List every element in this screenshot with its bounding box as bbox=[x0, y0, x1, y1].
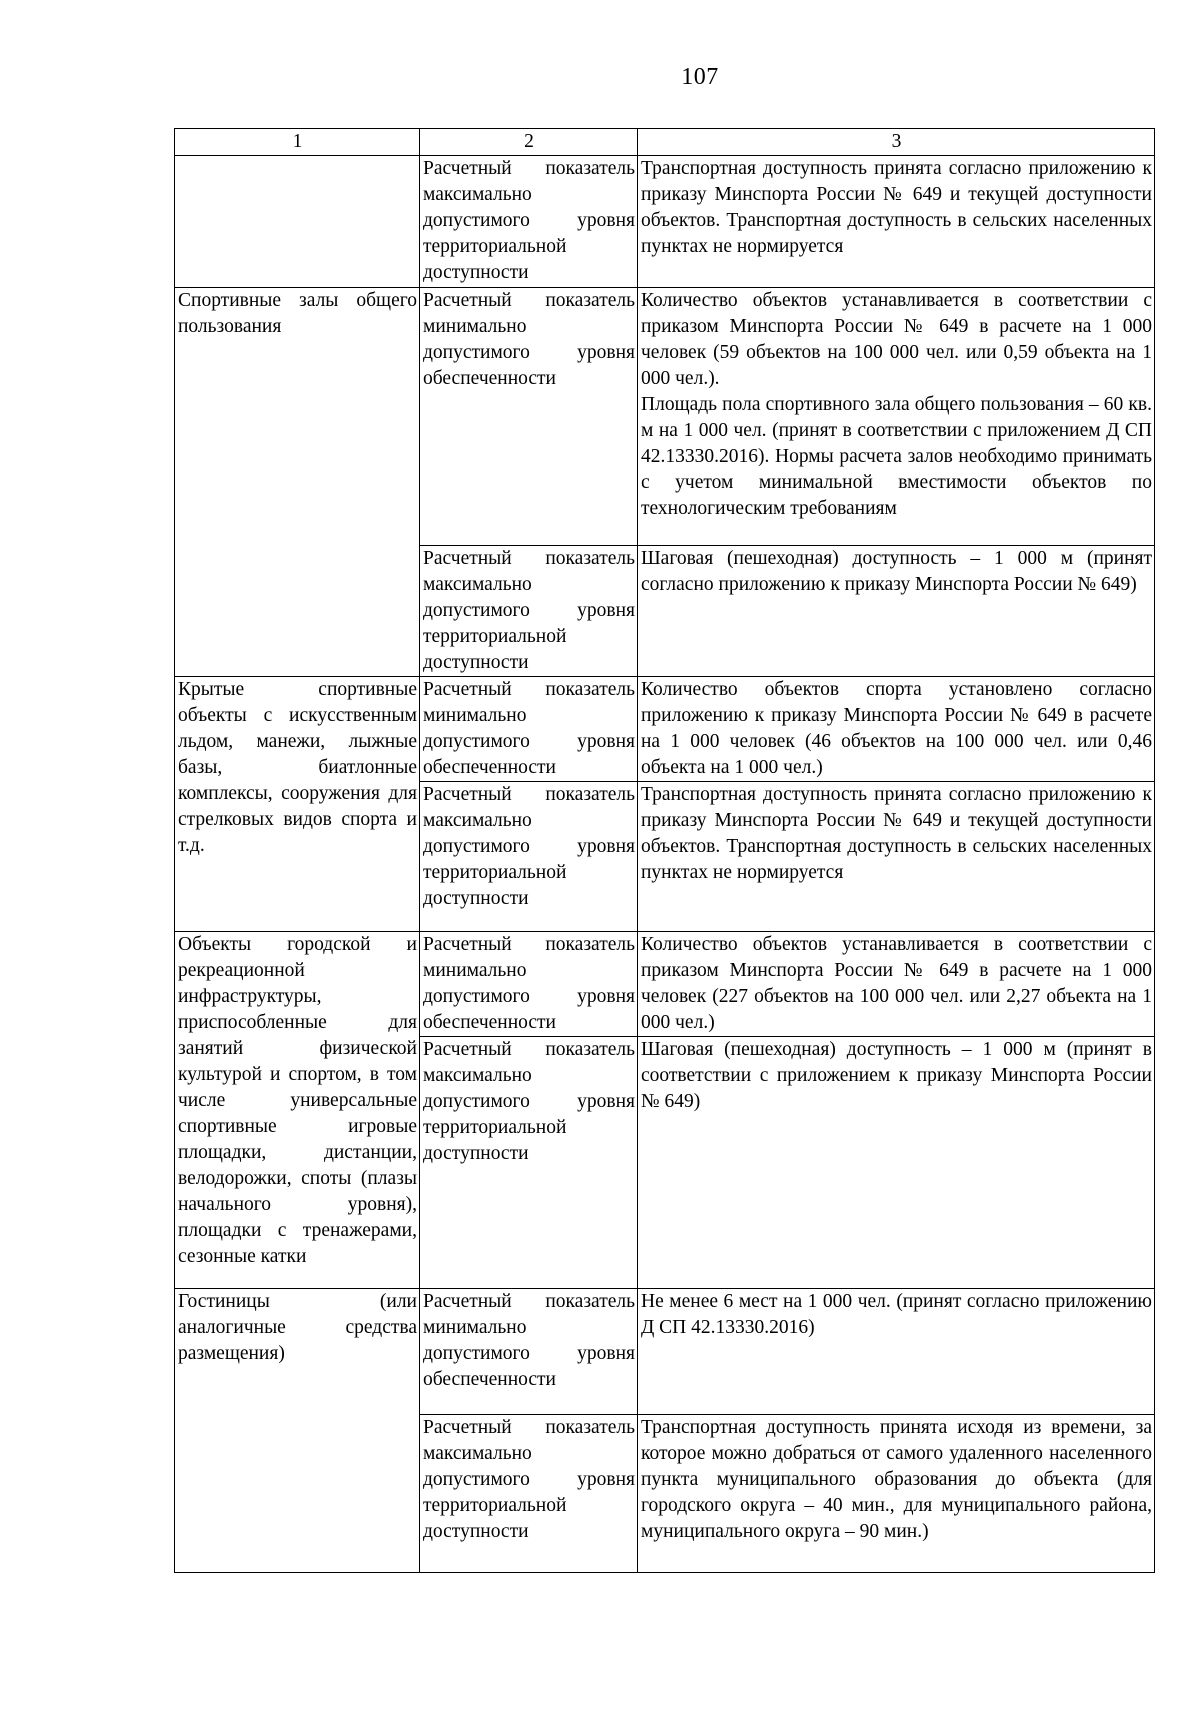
column-number-2: 2 bbox=[420, 129, 638, 156]
table-row bbox=[175, 156, 1155, 288]
value-cell: Не менее 6 мест на 1 000 чел. (принят согласно приложению Д СП 42.13330.2016) bbox=[638, 1289, 1155, 1415]
column-numbers-row bbox=[175, 129, 1155, 156]
facility-cell: Спортивные залы общего пользования bbox=[175, 288, 420, 677]
value-cell bbox=[638, 288, 1155, 546]
page-number: 107 bbox=[681, 64, 719, 90]
indicator-cell: Расчетный показатель максимально допустимого уровня территориальной доступности bbox=[420, 782, 638, 932]
table-row bbox=[175, 288, 1155, 546]
facility-cell: Объекты городской и рекреационной инфраструктуры, приспособленные для занятий физической культурой и спортом, в том числе универсальные спортивные игровые площадки, дистанции, велодорожки, споты (плазы начального уровня), площадки с тренажерами, сезонные катки bbox=[175, 932, 420, 1289]
indicator-cell: Расчетный показатель максимально допустимого уровня территориальной доступности bbox=[420, 156, 638, 288]
value-paragraph: Площадь пола спортивного зала общего пользования – 60 кв. м на 1 000 чел. (принят в соответствии с приложением Д СП 42.13330.2016). Нормы расчета залов необходимо принимать с учетом минимальной вместимости объектов по технологическим требованиям bbox=[641, 394, 1152, 519]
standards-table bbox=[174, 128, 1155, 1573]
table-row bbox=[175, 932, 1155, 1037]
value-cell: Транспортная доступность принята согласно приложению к приказу Минспорта России № 649 и текущей доступности объектов. Транспортная доступность в сельских населенных пунктах не нормируется bbox=[638, 782, 1155, 932]
indicator-cell: Расчетный показатель максимально допустимого уровня территориальной доступности bbox=[420, 1037, 638, 1289]
value-cell: Транспортная доступность принята исходя из времени, за которое можно добраться от самого удаленного населенного пункта муниципального образования до объекта (для городского округа – 40 мин., для муниципального района, муниципального округа – 90 мин.) bbox=[638, 1415, 1155, 1573]
indicator-cell: Расчетный показатель минимально допустимого уровня обеспеченности bbox=[420, 1289, 638, 1415]
table-row bbox=[175, 1289, 1155, 1415]
value-paragraph: Количество объектов устанавливается в соответствии с приказом Минспорта России № 649 в расчете на 1 000 человек (59 объектов на 100 000 чел. или 0,59 объекта на 1 000 чел.). bbox=[641, 290, 1152, 389]
value-cell: Количество объектов устанавливается в соответствии с приказом Минспорта России № 649 в расчете на 1 000 человек (227 объектов на 100 000 чел. или 2,27 объекта на 1 000 чел.) bbox=[638, 932, 1155, 1037]
value-cell: Количество объектов спорта установлено согласно приложению к приказу Минспорта России № 649 в расчете на 1 000 человек (46 объектов на 100 000 чел. или 0,46 объекта на 1 000 чел.) bbox=[638, 677, 1155, 782]
column-number-1: 1 bbox=[175, 129, 420, 156]
facility-cell bbox=[175, 156, 420, 288]
value-cell: Транспортная доступность принята согласно приложению к приказу Минспорта России № 649 и текущей доступности объектов. Транспортная доступность в сельских населенных пунктах не нормируется bbox=[638, 156, 1155, 288]
column-number-3: 3 bbox=[638, 129, 1155, 156]
indicator-cell: Расчетный показатель минимально допустимого уровня обеспеченности bbox=[420, 677, 638, 782]
table-row bbox=[175, 677, 1155, 782]
indicator-cell: Расчетный показатель минимально допустимого уровня обеспеченности bbox=[420, 288, 638, 546]
value-cell: Шаговая (пешеходная) доступность – 1 000 м (принят в соответствии с приложением к приказу Минспорта России № 649) bbox=[638, 1037, 1155, 1289]
indicator-cell: Расчетный показатель максимально допустимого уровня территориальной доступности bbox=[420, 1415, 638, 1573]
value-cell: Шаговая (пешеходная) доступность – 1 000 м (принят согласно приложению к приказу Минспорта России № 649) bbox=[638, 546, 1155, 677]
facility-cell: Гостиницы (или аналогичные средства размещения) bbox=[175, 1289, 420, 1573]
indicator-cell: Расчетный показатель максимально допустимого уровня территориальной доступности bbox=[420, 546, 638, 677]
indicator-cell: Расчетный показатель минимально допустимого уровня обеспеченности bbox=[420, 932, 638, 1037]
facility-cell: Крытые спортивные объекты с искусственным льдом, манежи, лыжные базы, биатлонные комплексы, сооружения для стрелковых видов спорта и т.д. bbox=[175, 677, 420, 932]
